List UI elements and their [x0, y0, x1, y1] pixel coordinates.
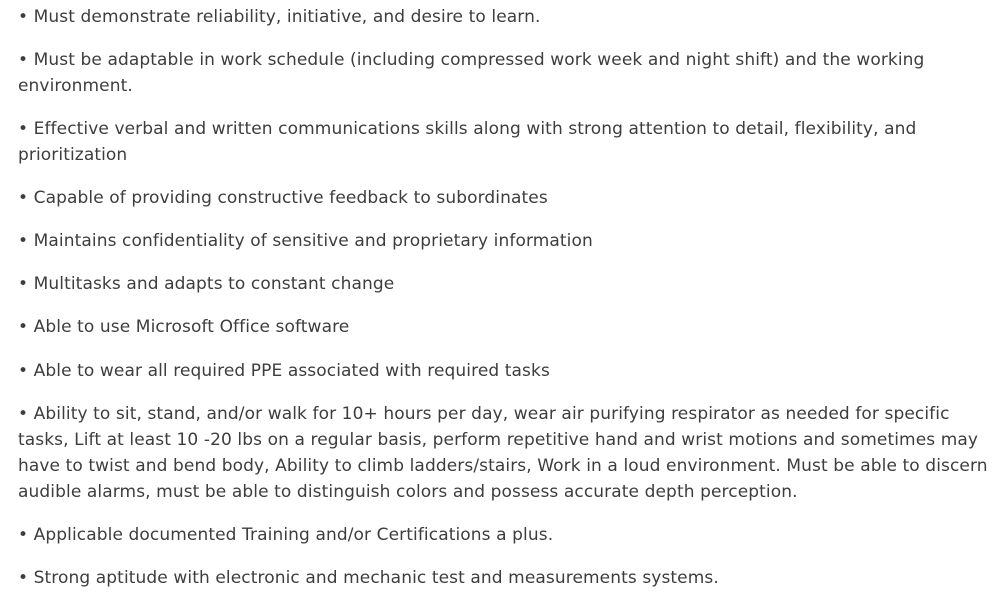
requirement-item: • Multitasks and adapts to constant change: [18, 274, 395, 294]
requirement-item: • Effective verbal and written communications skills along with strong attention to detail, flexibility, and prioritization: [18, 119, 917, 165]
requirement-item: • Capable of providing constructive feedback to subordinates: [18, 188, 548, 208]
requirement-item: • Ability to sit, stand, and/or walk for 10+ hours per day, wear air purifying respirator as needed for specific tasks, Lift at least 10 -20 lbs on a regular basis, perform repetitive hand and wrist motions and sometimes may have to twist and bend body, Ability to climb ladders/stairs, Work in a loud environment. Must be able to discern audible alarms, must be able to distinguish colors and possess accurate depth perception.: [18, 404, 988, 502]
requirement-item: • Applicable documented Training and/or Certifications a plus.: [18, 525, 554, 545]
requirement-item: • Able to use Microsoft Office software: [18, 317, 350, 337]
requirement-item: • Maintains confidentiality of sensitive and proprietary information: [18, 231, 593, 251]
requirement-item: • Strong aptitude with electronic and mechanic test and measurements systems.: [18, 568, 719, 588]
requirement-item: • Able to wear all required PPE associated with required tasks: [18, 361, 550, 381]
requirement-item: • Must demonstrate reliability, initiative, and desire to learn.: [18, 7, 541, 27]
requirement-item: • Must be adaptable in work schedule (including compressed work week and night shift) and the working environment.: [18, 50, 925, 96]
